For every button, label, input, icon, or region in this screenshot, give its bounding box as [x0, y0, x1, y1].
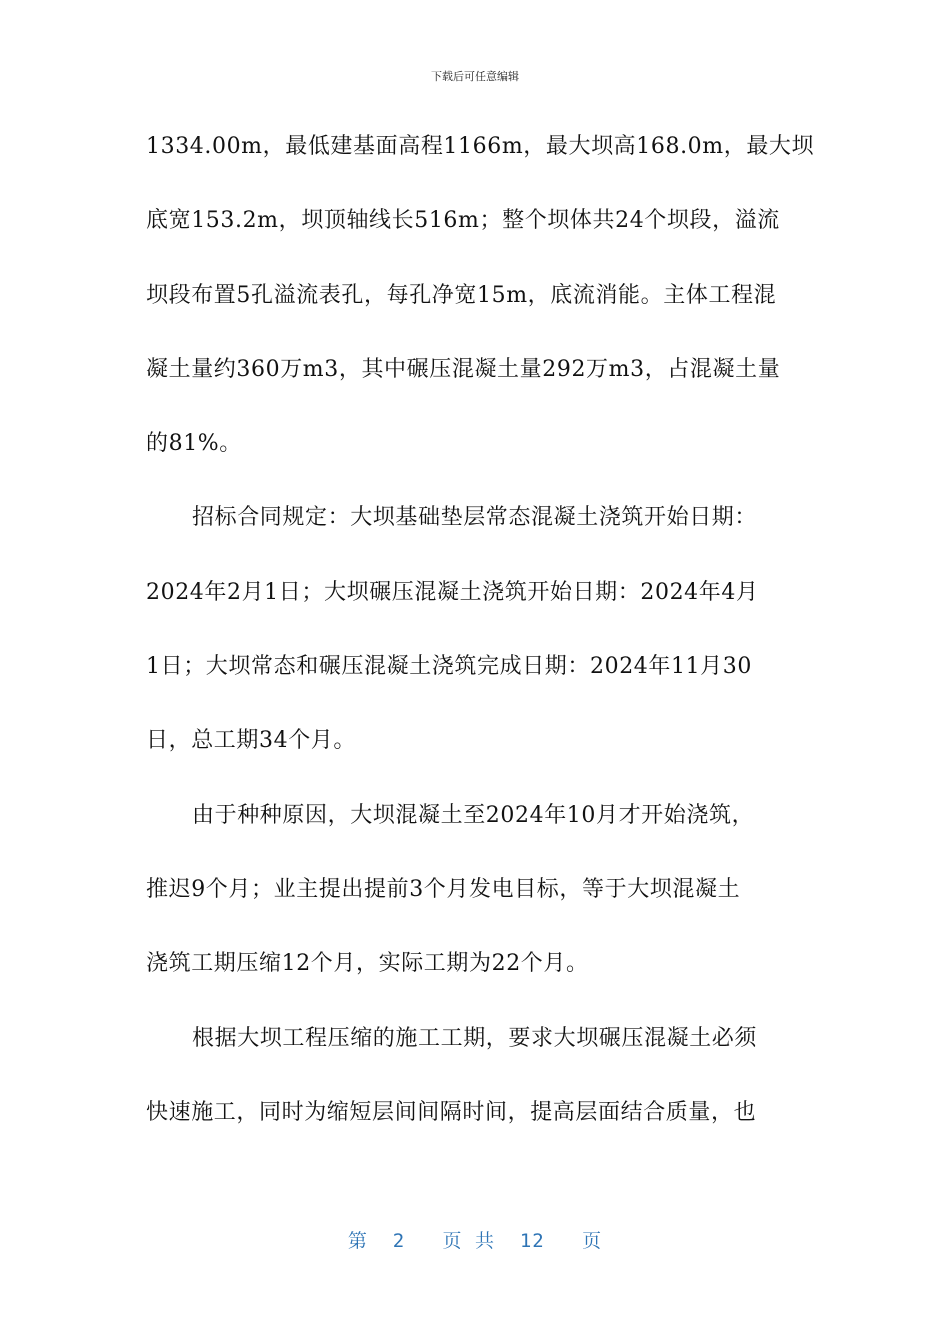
text-line: 快速施工，同时为缩短层间间隔时间，提高层面结合质量，也: [146, 1099, 757, 1125]
paragraph-start-line: 招标合同规定：大坝基础垫层常态混凝土浇筑开始日期：: [192, 505, 758, 531]
text-line: 的81%。: [146, 431, 242, 457]
text-line: 1334.00m，最低建基面高程1166m，最大坝高168.0m，最大坝: [146, 134, 815, 159]
text-line: 1日；大坝常态和碾压混凝土浇筑完成日期：2024年11月30: [146, 654, 752, 680]
paragraph-start-line: 由于种种原因，大坝混凝土至2024年10月才开始浇筑，: [192, 802, 755, 828]
text-line: 日，总工期34个月。: [146, 728, 356, 754]
paragraph-start-line: 根据大坝工程压缩的施工工期，要求大坝碾压混凝土必须: [192, 1025, 758, 1051]
text-line: 浇筑工期压缩12个月，实际工期为22个月。: [146, 951, 589, 977]
body-text: [146, 126, 815, 1166]
text-line: 坝段布置5孔溢流表孔，每孔净宽15m，底流消能。主体工程混: [146, 282, 777, 308]
text-line: 凝土量约360万m3，其中碾压混凝土量292万m3，占混凝土量: [146, 356, 781, 382]
text-line: 底宽153.2m，坝顶轴线长516m；整个坝体共24个坝段，溢流: [146, 208, 780, 234]
page-number-footer: 第 2 页 共 12 页: [347, 1230, 603, 1252]
page-header: 下载后可任意编辑: [431, 70, 519, 83]
text-line: 推迟9个月；业主提出提前3个月发电目标，等于大坝混凝土: [146, 876, 741, 902]
text-line: 2024年2月1日；大坝碾压混凝土浇筑开始日期：2024年4月: [146, 579, 759, 605]
